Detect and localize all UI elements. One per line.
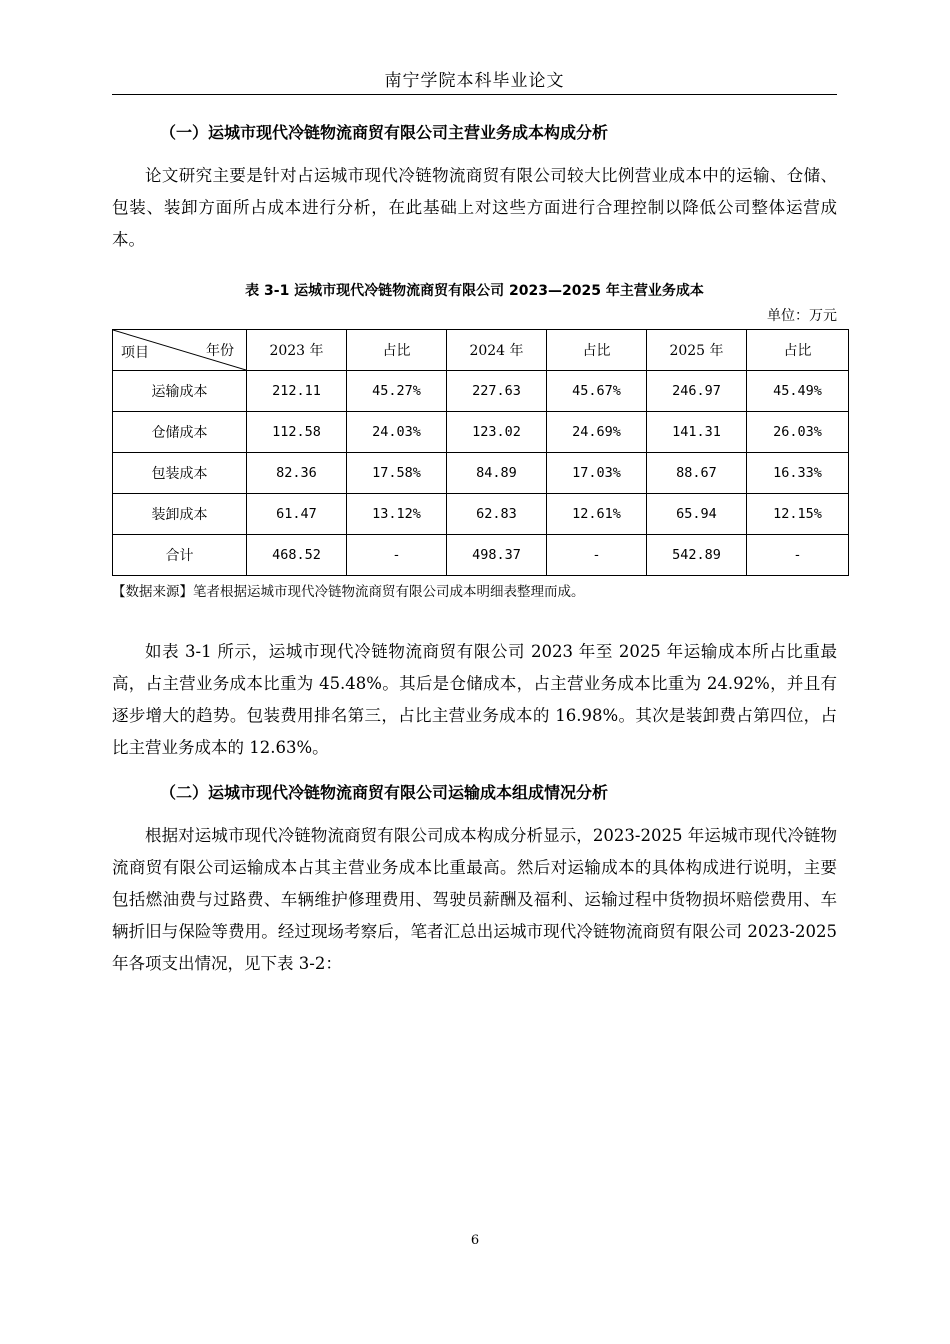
table-cell: 246.97 (647, 371, 747, 412)
table-cell: 82.36 (247, 453, 347, 494)
table-cell: 24.69% (547, 412, 647, 453)
column-header: 2023 年 (247, 330, 347, 371)
table-cell: 45.27% (347, 371, 447, 412)
intro-paragraph-text: 论文研究主要是针对占运城市现代冷链物流商贸有限公司较大比例营业成本中的运输、仓储、包装、装卸方面所占成本进行分析，在此基础上对这些方面进行合理控制以降低公司整体运营成本。 (112, 166, 837, 249)
table-cell: 17.58% (347, 453, 447, 494)
table-cell: 13.12% (347, 494, 447, 535)
table-cell: 26.03% (747, 412, 849, 453)
table-cell: 123.02 (447, 412, 547, 453)
table-corner-cell (113, 330, 247, 371)
transport-paragraph-text: 根据对运城市现代冷链物流商贸有限公司成本构成分析显示，2023-2025 年运城市现代冷链物流商贸有限公司运输成本占其主营业务成本比重最高。然后对运输成本的具体构成进行说明，主要包括燃油费与过路费、车辆维护修理费用、驾驶员薪酬及福利、运输过程中货物损坏赔偿费用、车辆折旧与保险等费用。经过现场考察后，笔者汇总出运城市现代冷链物流商贸有限公司 2023-2025 年各项支出情况，见下表 3-2： (112, 826, 837, 973)
column-header: 占比 (347, 330, 447, 371)
row-label: 装卸成本 (113, 494, 247, 535)
cost-table (112, 329, 849, 576)
table-cell: 45.49% (747, 371, 849, 412)
table-cell: 61.47 (247, 494, 347, 535)
table-cell: - (747, 535, 849, 576)
row-label: 合计 (113, 535, 247, 576)
table-cell: 212.11 (247, 371, 347, 412)
table-cell: 62.83 (447, 494, 547, 535)
analysis-paragraph-text: 如表 3-1 所示，运城市现代冷链物流商贸有限公司 2023 年至 2025 年运输成本所占比重最高，占主营业务成本比重为 45.48%。其后是仓储成本，占主营业务成本比重为 24.92%，并且有逐步增大的趋势。包装费用排名第三，占比主营业务成本的 16.98%。其次是装卸费占第四位，占比主营业务成本的 12.63%。 (112, 642, 837, 757)
table-cell: 88.67 (647, 453, 747, 494)
corner-year-label: 年份 (206, 343, 234, 359)
table-caption: 表 3-1 运城市现代冷链物流商贸有限公司 2023—2025 年主营业务成本 (245, 283, 704, 299)
table-cell: 17.03% (547, 453, 647, 494)
page-number: 6 (470, 1233, 480, 1248)
table-cell: 112.58 (247, 412, 347, 453)
table-cell: 84.89 (447, 453, 547, 494)
table-total-row (113, 535, 849, 576)
row-label: 运输成本 (113, 371, 247, 412)
section-heading-1: （一）运城市现代冷链物流商贸有限公司主营业务成本构成分析 (160, 123, 609, 142)
row-label: 仓储成本 (113, 412, 247, 453)
table-row (113, 371, 849, 412)
table-cell: 141.31 (647, 412, 747, 453)
corner-item-label: 项目 (121, 345, 149, 361)
header-rule (112, 94, 837, 95)
column-header: 2025 年 (647, 330, 747, 371)
table-cell: 498.37 (447, 535, 547, 576)
table-cell: 16.33% (747, 453, 849, 494)
running-header: 南宁学院本科毕业论文 (384, 71, 565, 91)
row-label: 包装成本 (113, 453, 247, 494)
table-cell: - (547, 535, 647, 576)
table-cell: - (347, 535, 447, 576)
analysis-paragraph (112, 636, 837, 764)
table-cell: 12.15% (747, 494, 849, 535)
table-cell: 468.52 (247, 535, 347, 576)
column-header: 2024 年 (447, 330, 547, 371)
table-cell: 227.63 (447, 371, 547, 412)
table-cell: 45.67% (547, 371, 647, 412)
column-header: 占比 (547, 330, 647, 371)
table-unit: 单位：万元 (767, 308, 837, 324)
column-header: 占比 (747, 330, 849, 371)
table-header-row (113, 330, 849, 371)
table-cell: 12.61% (547, 494, 647, 535)
table-cell: 24.03% (347, 412, 447, 453)
table-cell: 542.89 (647, 535, 747, 576)
table-row (113, 453, 849, 494)
transport-paragraph (112, 820, 837, 980)
section-heading-2: （二）运城市现代冷链物流商贸有限公司运输成本组成情况分析 (160, 783, 609, 802)
table-source-note: 【数据来源】笔者根据运城市现代冷链物流商贸有限公司成本明细表整理而成。 (112, 584, 585, 600)
table-row (113, 494, 849, 535)
table-cell: 65.94 (647, 494, 747, 535)
intro-paragraph (112, 160, 837, 256)
table-row (113, 412, 849, 453)
